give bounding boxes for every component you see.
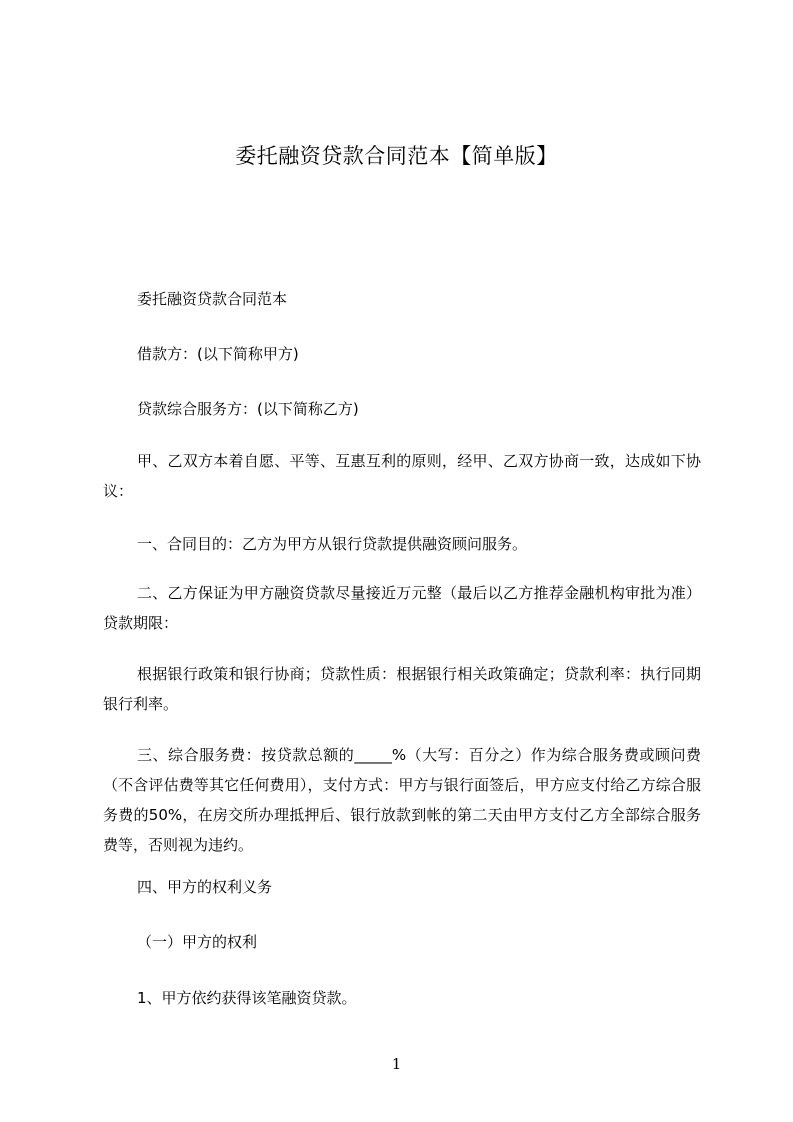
paragraph-item-1: 1、甲方依约获得该笔融资贷款。 <box>137 989 357 1007</box>
paragraph-clause-2: 二、乙方保证为甲方融资贷款尽量接近万元整（最后以乙方推荐金融机构审批为准）贷款期限： <box>103 584 701 632</box>
paragraph-heading: 委托融资贷款合同范本 <box>137 290 288 308</box>
document-title: 委托融资贷款合同范本【简单版】 <box>235 144 558 168</box>
paragraph-preamble: 甲、乙双方本着自愿、平等、互惠互利的原则，经甲、乙双方协商一致，达成如下协议： <box>103 452 701 500</box>
paragraph-borrower: 借款方：(以下简称甲方) <box>137 345 299 363</box>
paragraph-loan-terms: 根据银行政策和银行协商；贷款性质：根据银行相关政策确定；贷款利率：执行同期银行利率。 <box>103 665 701 713</box>
paragraph-clause-1: 一、合同目的：乙方为甲方从银行贷款提供融资顾问服务。 <box>137 535 528 553</box>
paragraph-subsection-1: （一）甲方的权利 <box>137 933 258 951</box>
paragraph-service-provider: 贷款综合服务方：(以下简称乙方) <box>137 400 359 418</box>
page-number: 1 <box>391 1055 402 1073</box>
paragraph-clause-4: 四、甲方的权利义务 <box>137 878 273 896</box>
paragraph-clause-3: 三、综合服务费：按贷款总额的_____%（大写：百分之）作为综合服务费或顾问费（不含评估费等其它任何费用），支付方式：甲方与银行面签后，甲方应支付给乙方综合服务费的50%，在房交所办理抵押后、银行放款到帐的第二天由甲方支付乙方全部综合服务费等，否则视为违约。 <box>103 746 701 854</box>
